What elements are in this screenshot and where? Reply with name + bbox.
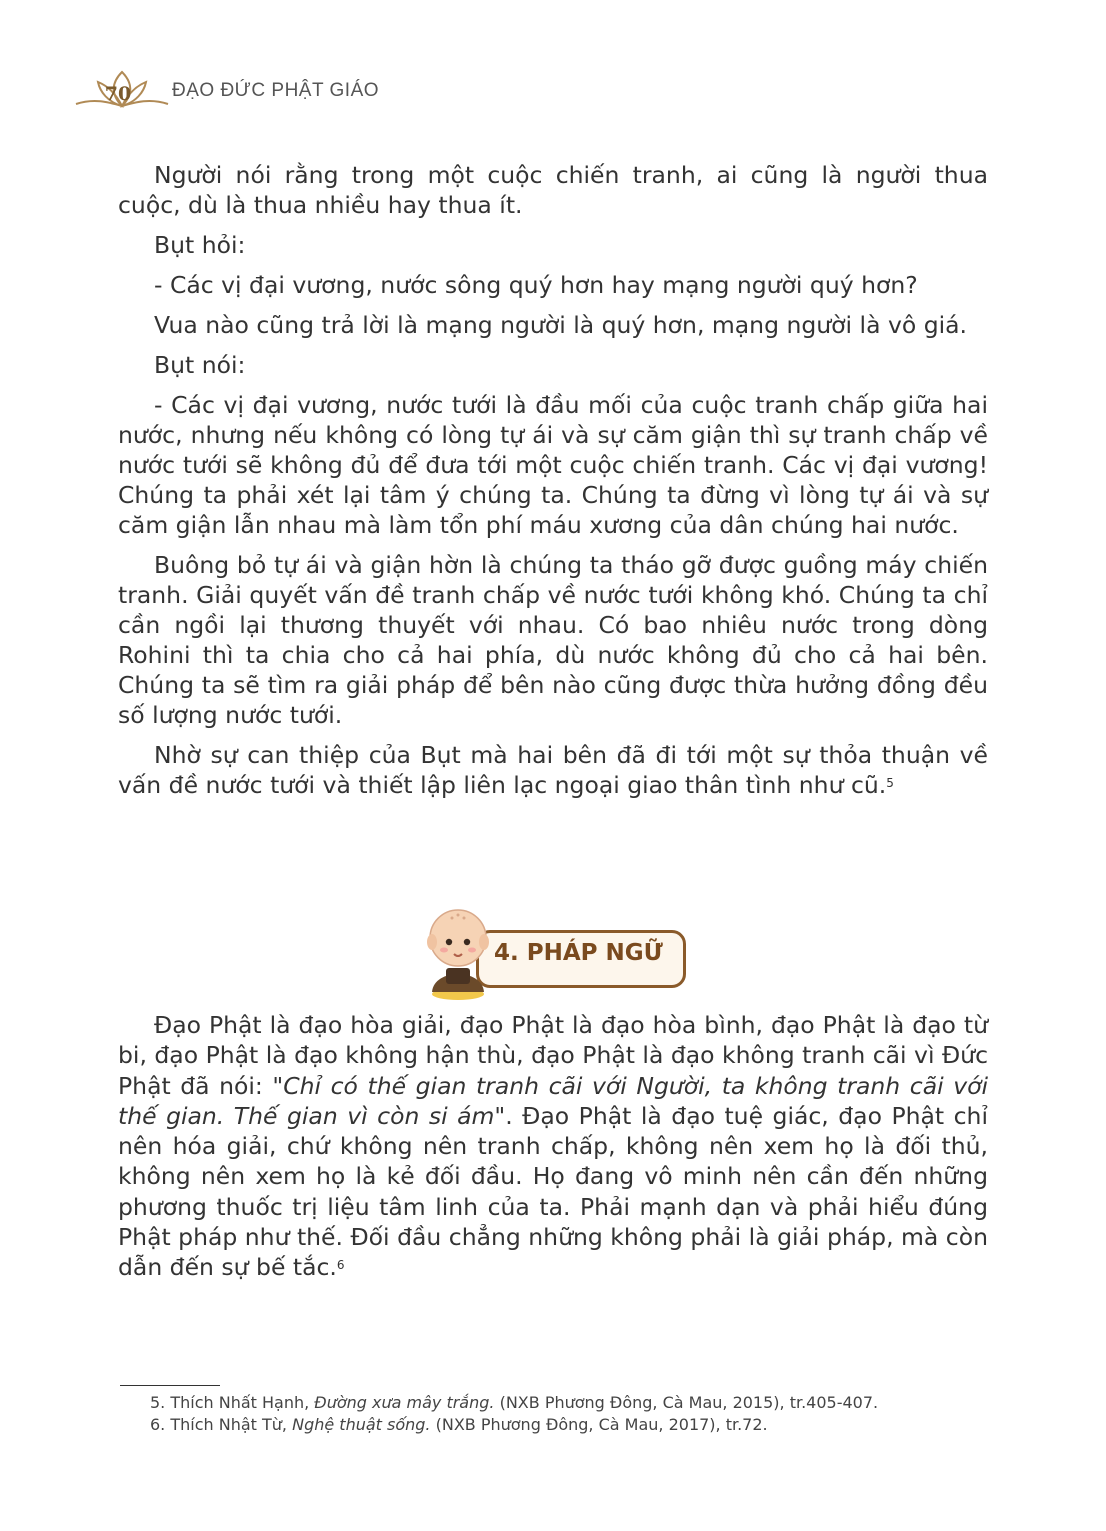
paragraph: Nhờ sự can thiệp của Bụt mà hai bên đã đi tới một sự thỏa thuận về vấn đề nước tưới và thiết lập liên lạc ngoại giao thân tình như cũ.$^5$: [118, 741, 988, 799]
section-title: 4. PHÁP NGỮ: [494, 940, 663, 966]
section-heading: [418, 902, 688, 1002]
monk-illustration: [418, 902, 498, 1002]
page-header: [60, 68, 460, 112]
paragraph: - Các vị đại vương, nước tưới là đầu mối của cuộc tranh chấp giữa hai nước, nhưng nếu không có lòng tự ái và sự căm giận thì sự tranh chấp về nước tưới sẽ không đủ để đưa tới một cuộc chiến tranh. Các vị đại vương! Chúng ta phải xét lại tâm ý chúng ta. Chúng ta đừng vì lòng tự ái và sự căm giận lẫn nhau mà làm tổn phí máu xương của dân chúng hai nước.: [118, 391, 988, 539]
paragraph: Bụt nói:: [154, 351, 246, 379]
running-title: ĐẠO ĐỨC PHẬT GIÁO: [172, 80, 380, 101]
paragraph: Buông bỏ tự ái và giận hờn là chúng ta tháo gỡ được guồng máy chiến tranh. Giải quyết vấn đề tranh chấp về nước tưới không khó. Chúng ta chỉ cần ngồi lại thương thuyết với nhau. Có bao nhiêu nước trong dòng Rohini thì ta chia cho cả hai phía, dù nước không đủ cho cả hai bên. Chúng ta sẽ tìm ra giải pháp để bên nào cũng được thừa hưởng đồng đều số lượng nước tưới.: [118, 551, 988, 729]
footnote: 6. Thích Nhật Từ, Nghệ thuật sống. (NXB Phương Đông, Cà Mau, 2017), tr.72.: [150, 1415, 768, 1434]
paragraph: Người nói rằng trong một cuộc chiến tranh, ai cũng là người thua cuộc, dù là thua nhiều hay thua ít.: [118, 161, 988, 219]
footnote-marker: 6: [336, 1258, 345, 1273]
page-number: 70: [104, 83, 132, 105]
paragraph: - Các vị đại vương, nước sông quý hơn hay mạng người quý hơn?: [154, 271, 918, 299]
paragraph: Bụt hỏi:: [154, 231, 246, 259]
paragraph: Đạo Phật là đạo hòa giải, đạo Phật là đạo hòa bình, đạo Phật là đạo từ bi, đạo Phật là đạo không hận thù, đạo Phật là đạo không tranh cãi vì Đức Phật đã nói: "Chỉ có thế gian tranh cãi với Người, ta không tranh cãi với thế gian. Thế gian vì còn si ám". Đạo Phật là đạo tuệ giác, đạo Phật chỉ nên hóa giải, chứ không nên tranh chấp, không nên xem họ là đối thủ, không nên xem họ là kẻ đối đầu. Họ đang vô minh nên cần đến những phương thuốc trị liệu tâm linh của ta. Phải mạnh dạn và phải hiểu đúng Phật pháp như thế. Đối đầu chẳng những không phải là giải pháp, mà còn dẫn đến sự bế tắc.$^6$: [118, 1011, 989, 1282]
footnote-divider: [120, 1385, 220, 1386]
paragraph: Vua nào cũng trả lời là mạng người là quý hơn, mạng người là vô giá.: [154, 311, 968, 339]
quote-text: Chỉ có thế gian tranh cãi với Người, ta không tranh cãi với thế gian. Thế gian vì còn si ám: [118, 1071, 989, 1130]
body-text-closing: [118, 1010, 988, 1283]
footnotes: [150, 1392, 1030, 1436]
footnote-marker: 5: [886, 776, 894, 790]
body-text: [118, 160, 988, 810]
footnote: 5. Thích Nhất Hạnh, Đường xưa mây trắng. (NXB Phương Đông, Cà Mau, 2015), tr.405-407.: [150, 1393, 879, 1412]
